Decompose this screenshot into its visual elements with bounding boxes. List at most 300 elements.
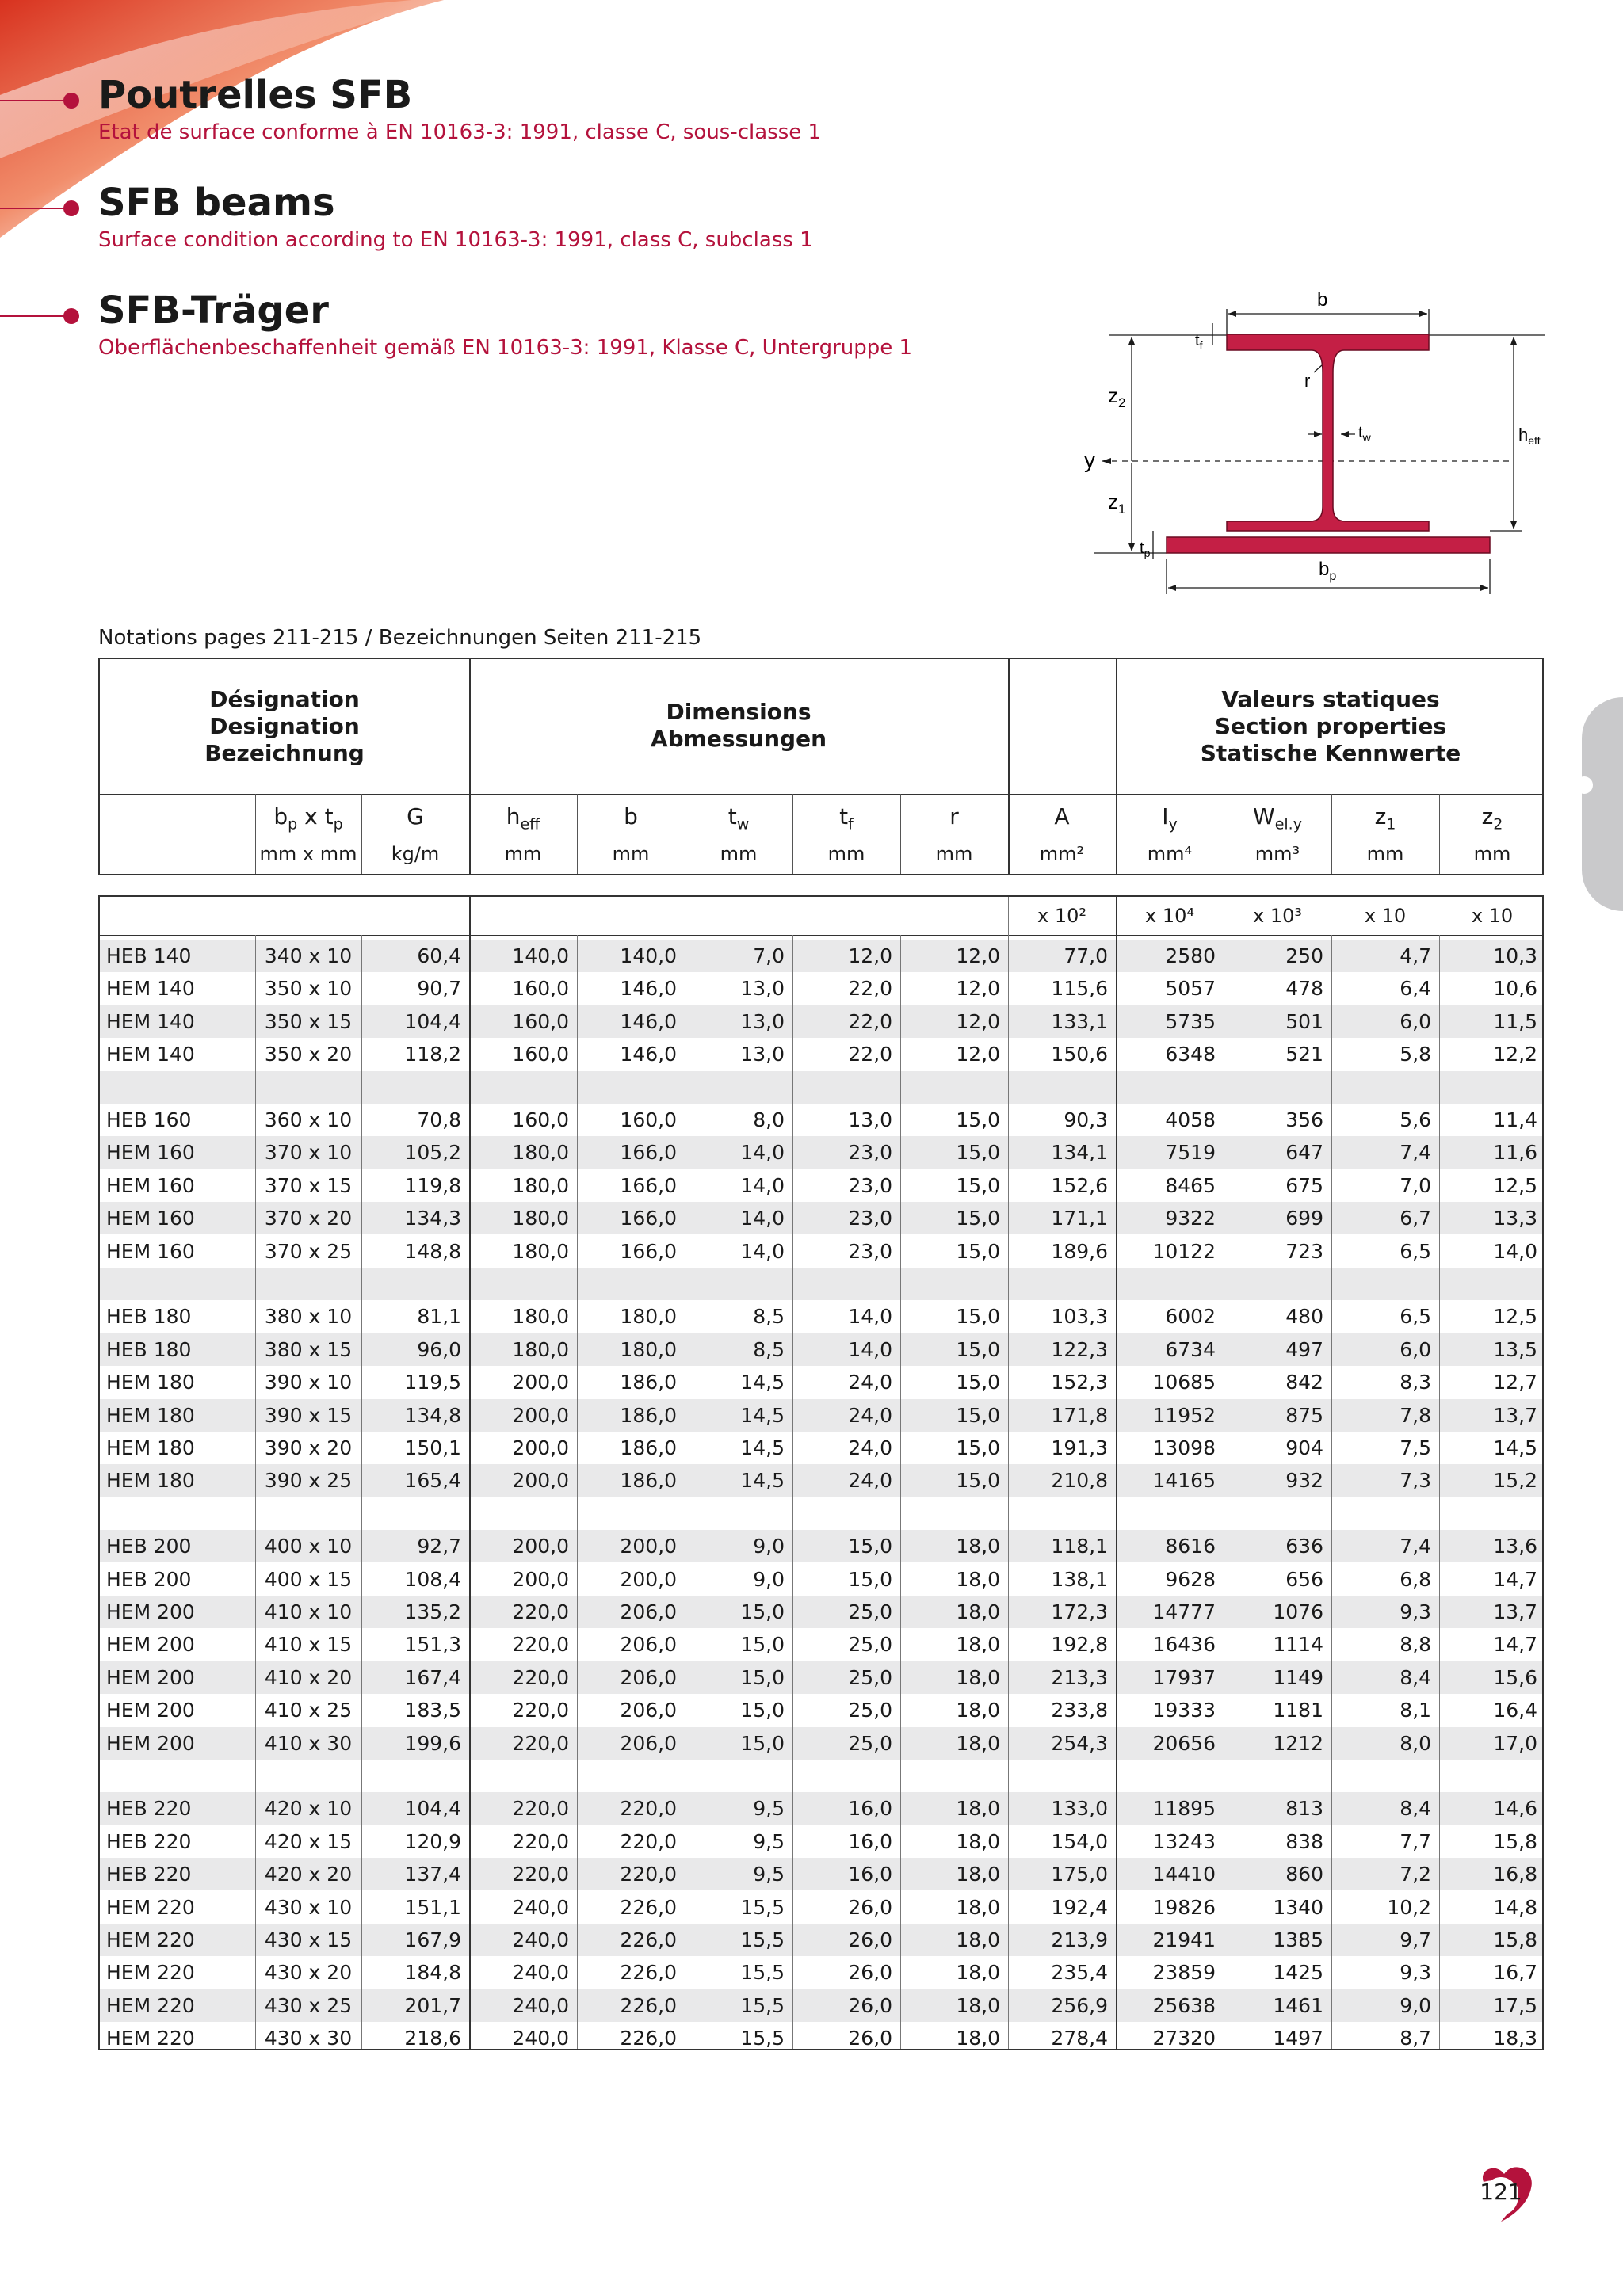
spacer-row: [100, 1071, 1542, 1104]
table-cell: 14410: [1152, 1863, 1216, 1886]
table-cell: 146,0: [620, 1043, 677, 1066]
table-cell: 6734: [1165, 1337, 1216, 1361]
table-cell: 200,0: [512, 1535, 569, 1558]
heading-line: [0, 100, 68, 101]
section-designation: HEB 160: [106, 1108, 192, 1131]
table-cell: 220,0: [512, 1699, 569, 1722]
column-unit: mm: [612, 843, 650, 865]
designation-en: Designation: [209, 713, 360, 739]
table-cell: 189,6: [1051, 1239, 1108, 1263]
table-cell: 220,0: [512, 1731, 569, 1755]
section-designation: HEM 140: [106, 977, 195, 1001]
table-cell: 191,3: [1051, 1436, 1108, 1459]
table-cell: 8,4: [1400, 1797, 1431, 1821]
table-cell: 10,2: [1387, 1895, 1431, 1919]
table-cell: 9,7: [1400, 1928, 1431, 1951]
group-dimensions: [469, 699, 1008, 753]
table-cell: 11952: [1152, 1403, 1216, 1427]
table-cell: 9,3: [1400, 1600, 1431, 1623]
table-cell: 133,1: [1051, 1009, 1108, 1033]
section-designation: HEM 200: [106, 1665, 195, 1689]
table-cell: 199,6: [404, 1731, 461, 1755]
table-cell: 240,0: [512, 1928, 569, 1951]
table-cell: 14,5: [1493, 1436, 1537, 1459]
table-cell: 154,0: [1051, 1829, 1108, 1853]
section-designation: HEM 200: [106, 1699, 195, 1722]
table-row: [100, 1333, 1542, 1366]
table-cell: 220,0: [512, 1829, 569, 1853]
table-cell: 13,0: [848, 1108, 892, 1131]
table-cell: 171,8: [1051, 1403, 1108, 1427]
table-cell: 15,0: [740, 1699, 785, 1722]
page-number: 121: [1480, 2179, 1522, 2205]
table-cell: 192,8: [1051, 1633, 1108, 1657]
table-cell: 138,1: [1051, 1567, 1108, 1591]
table-row: [100, 1891, 1542, 1924]
table-cell: 15,0: [956, 1403, 1000, 1427]
table-cell: 14165: [1152, 1469, 1216, 1493]
table-cell: 103,3: [1051, 1305, 1108, 1329]
table-cell: 9,5: [753, 1829, 785, 1853]
table-cell: 25,0: [848, 1699, 892, 1722]
table-cell: 656: [1285, 1567, 1323, 1591]
table-cell: 13,6: [1493, 1535, 1537, 1558]
table-cell: 15,0: [956, 1337, 1000, 1361]
table-cell: 146,0: [620, 1009, 677, 1033]
table-cell: 200,0: [620, 1567, 677, 1591]
beam-cross-section-diagram: [1078, 285, 1553, 602]
table-cell: 9,0: [1400, 1993, 1431, 2017]
heading-line: [0, 208, 68, 209]
table-cell: 200,0: [512, 1403, 569, 1427]
column-symbol: G: [407, 803, 424, 830]
header-column-divider: [1116, 659, 1117, 874]
table-cell: 122,3: [1051, 1337, 1108, 1361]
table-cell: 166,0: [620, 1207, 677, 1230]
table-cell: 192,4: [1051, 1895, 1108, 1919]
table-cell: 370 x 20: [264, 1207, 353, 1230]
table-cell: 350 x 15: [264, 1009, 353, 1033]
table-row: [100, 1530, 1542, 1562]
table-cell: 151,1: [404, 1895, 461, 1919]
table-cell: 6002: [1165, 1305, 1216, 1329]
table-cell: 18,0: [956, 1633, 1000, 1657]
table-cell: 186,0: [620, 1436, 677, 1459]
table-cell: 14,5: [740, 1469, 785, 1493]
table-cell: 14,5: [740, 1436, 785, 1459]
table-cell: 119,8: [404, 1173, 461, 1197]
table-cell: 7,3: [1400, 1469, 1431, 1493]
table-cell: 180,0: [512, 1337, 569, 1361]
label-r: r: [1304, 371, 1311, 391]
table-cell: 26,0: [848, 1993, 892, 2017]
table-cell: 167,9: [404, 1928, 461, 1951]
table-cell: 16,8: [1493, 1863, 1537, 1886]
label-heff: $h_{eff}$: [1518, 425, 1541, 447]
table-cell: 390 x 10: [264, 1371, 353, 1394]
table-cell: 521: [1285, 1043, 1323, 1066]
table-cell: 9628: [1165, 1567, 1216, 1591]
column-divider: [1439, 935, 1440, 2049]
section-designation: HEB 220: [106, 1797, 192, 1821]
column-unit: mm²: [1039, 843, 1085, 865]
table-cell: 8,7: [1400, 2027, 1431, 2050]
table-cell: 167,4: [404, 1665, 461, 1689]
table-cell: 254,3: [1051, 1731, 1108, 1755]
table-cell: 9,0: [753, 1535, 785, 1558]
heading-bullet: [63, 93, 79, 109]
table-cell: 200,0: [512, 1371, 569, 1394]
table-cell: 186,0: [620, 1403, 677, 1427]
table-cell: 430 x 30: [264, 2027, 353, 2050]
table-cell: 8,0: [753, 1108, 785, 1131]
section-designation: HEM 180: [106, 1403, 195, 1427]
page-edge-tab: [1582, 697, 1623, 911]
heading-bullet: [63, 200, 79, 216]
table-cell: 26,0: [848, 1895, 892, 1919]
table-cell: 16,0: [848, 1829, 892, 1853]
table-cell: 1425: [1273, 1961, 1323, 1985]
table-cell: 18,0: [956, 1797, 1000, 1821]
column-divider: [1008, 897, 1009, 2049]
table-cell: 134,8: [404, 1403, 461, 1427]
table-cell: 104,4: [404, 1009, 461, 1033]
table-cell: 22,0: [848, 1043, 892, 1066]
table-cell: 213,3: [1051, 1665, 1108, 1689]
table-row: [100, 1596, 1542, 1628]
section-designation: HEM 140: [106, 1043, 195, 1066]
multiplier-cell: x 10³: [1253, 905, 1302, 927]
table-row: [100, 1989, 1542, 2022]
section-designation: HEM 200: [106, 1600, 195, 1623]
spacer-row: [100, 1497, 1542, 1530]
table-cell: 13,3: [1493, 1207, 1537, 1230]
table-cell: 12,2: [1493, 1043, 1537, 1066]
table-cell: 18,0: [956, 1600, 1000, 1623]
designation-de: Bezeichnung: [204, 740, 365, 766]
table-cell: 23,0: [848, 1239, 892, 1263]
table-cell: 12,0: [956, 977, 1000, 1001]
table-cell: 15,0: [740, 1600, 785, 1623]
table-cell: 4,7: [1400, 944, 1431, 967]
table-cell: 13,7: [1493, 1600, 1537, 1623]
table-cell: 15,8: [1493, 1928, 1537, 1951]
table-cell: 5,6: [1400, 1108, 1431, 1131]
dimensions-fr: Dimensions: [666, 699, 812, 725]
table-cell: 18,0: [956, 1928, 1000, 1951]
table-cell: 16436: [1152, 1633, 1216, 1657]
table-cell: 220,0: [620, 1863, 677, 1886]
table-cell: 235,4: [1051, 1961, 1108, 1985]
table-cell: 17,0: [1493, 1731, 1537, 1755]
table-cell: 96,0: [417, 1337, 461, 1361]
table-row: [100, 1563, 1542, 1596]
table-cell: 200,0: [512, 1469, 569, 1493]
table-cell: 904: [1285, 1436, 1323, 1459]
table-cell: 25,0: [848, 1665, 892, 1689]
column-divider: [469, 897, 471, 2049]
table-cell: 206,0: [620, 1699, 677, 1722]
table-cell: 240,0: [512, 1895, 569, 1919]
table-row: [100, 2022, 1542, 2054]
table-cell: 380 x 10: [264, 1305, 353, 1329]
table-cell: 15,0: [956, 1173, 1000, 1197]
table-cell: 183,5: [404, 1699, 461, 1722]
table-cell: 16,0: [848, 1797, 892, 1821]
table-cell: 140,0: [512, 944, 569, 967]
table-cell: 134,3: [404, 1207, 461, 1230]
table-cell: 478: [1285, 977, 1323, 1001]
table-cell: 152,6: [1051, 1173, 1108, 1197]
table-cell: 1212: [1273, 1731, 1323, 1755]
section-designation: HEB 220: [106, 1829, 192, 1853]
table-cell: 14777: [1152, 1600, 1216, 1623]
label-z1: $z_1$: [1108, 490, 1126, 517]
table-row: [100, 1694, 1542, 1726]
table-cell: 165,4: [404, 1469, 461, 1493]
table-cell: 12,0: [848, 944, 892, 967]
table-cell: 356: [1285, 1108, 1323, 1131]
table-cell: 90,7: [417, 977, 461, 1001]
table-cell: 14,0: [740, 1207, 785, 1230]
table-cell: 8616: [1165, 1535, 1216, 1558]
table-cell: 200,0: [512, 1567, 569, 1591]
table-cell: 23,0: [848, 1141, 892, 1165]
table-cell: 60,4: [417, 944, 461, 967]
table-cell: 14,0: [848, 1305, 892, 1329]
table-cell: 13,0: [740, 1009, 785, 1033]
table-cell: 118,1: [1051, 1535, 1108, 1558]
table-cell: 9,5: [753, 1863, 785, 1886]
table-cell: 340 x 10: [264, 944, 353, 967]
table-cell: 146,0: [620, 977, 677, 1001]
table-row: [100, 940, 1542, 972]
table-cell: 420 x 20: [264, 1863, 353, 1886]
table-cell: 8,3: [1400, 1371, 1431, 1394]
table-cell: 240,0: [512, 1961, 569, 1985]
table-cell: 10,3: [1493, 944, 1537, 967]
table-cell: 180,0: [512, 1239, 569, 1263]
table-cell: 1461: [1273, 1993, 1323, 2017]
table-cell: 18,3: [1493, 2027, 1537, 2050]
table-cell: 25638: [1152, 1993, 1216, 2017]
table-cell: 842: [1285, 1371, 1323, 1394]
table-cell: 18,0: [956, 1731, 1000, 1755]
table-cell: 20656: [1152, 1731, 1216, 1755]
table-cell: 350 x 20: [264, 1043, 353, 1066]
table-cell: 6,5: [1400, 1305, 1431, 1329]
static-en: Section properties: [1214, 713, 1447, 739]
table-cell: 813: [1285, 1797, 1323, 1821]
header-column-divider: [1008, 659, 1010, 874]
table-cell: 390 x 25: [264, 1469, 353, 1493]
table-row: [100, 1366, 1542, 1398]
label-bp: $b_p$: [1319, 559, 1337, 583]
table-cell: 14,5: [740, 1403, 785, 1427]
table-cell: 135,2: [404, 1600, 461, 1623]
table-cell: 24,0: [848, 1371, 892, 1394]
data-table: [98, 895, 1544, 2050]
column-unit: mm: [935, 843, 973, 865]
table-cell: 7,0: [753, 944, 785, 967]
table-cell: 13243: [1152, 1829, 1216, 1853]
table-cell: 350 x 10: [264, 977, 353, 1001]
table-cell: 18,0: [956, 1993, 1000, 2017]
table-row: [100, 1825, 1542, 1858]
table-cell: 14,0: [848, 1337, 892, 1361]
table-cell: 151,3: [404, 1633, 461, 1657]
table-cell: 1114: [1273, 1633, 1323, 1657]
table-cell: 420 x 15: [264, 1829, 353, 1853]
label-y: y: [1084, 448, 1095, 472]
heading-subtitle: Etat de surface conforme à EN 10163-3: 1991, classe C, sous-classe 1: [98, 120, 822, 144]
table-cell: 1340: [1273, 1895, 1323, 1919]
table-cell: 220,0: [512, 1797, 569, 1821]
table-row: [100, 1005, 1542, 1038]
table-cell: 180,0: [512, 1141, 569, 1165]
section-designation: HEM 160: [106, 1141, 195, 1165]
table-cell: 7,7: [1400, 1829, 1431, 1853]
section-designation: HEM 220: [106, 1961, 195, 1985]
table-row: [100, 1432, 1542, 1464]
table-cell: 118,2: [404, 1043, 461, 1066]
table-cell: 23859: [1152, 1961, 1216, 1985]
table-cell: 15,0: [740, 1731, 785, 1755]
table-cell: 410 x 30: [264, 1731, 353, 1755]
table-cell: 206,0: [620, 1600, 677, 1623]
table-cell: 14,7: [1493, 1633, 1537, 1657]
table-cell: 92,7: [417, 1535, 461, 1558]
table-cell: 240,0: [512, 2027, 569, 2050]
table-row: [100, 1399, 1542, 1432]
table-cell: 25,0: [848, 1731, 892, 1755]
table-cell: 278,4: [1051, 2027, 1108, 2050]
table-cell: 7,4: [1400, 1535, 1431, 1558]
table-cell: 7,0: [1400, 1173, 1431, 1197]
table-cell: 7,2: [1400, 1863, 1431, 1886]
table-row: [100, 1628, 1542, 1661]
table-cell: 9,5: [753, 1797, 785, 1821]
table-cell: 152,3: [1051, 1371, 1108, 1394]
table-cell: 16,4: [1493, 1699, 1537, 1722]
table-cell: 15,8: [1493, 1829, 1537, 1853]
table-cell: 15,5: [740, 1895, 785, 1919]
table-cell: 15,0: [956, 1371, 1000, 1394]
section-designation: HEB 200: [106, 1567, 192, 1591]
table-cell: 8,0: [1400, 1731, 1431, 1755]
column-unit: mm: [1366, 843, 1404, 865]
section-designation: HEM 220: [106, 1928, 195, 1951]
table-cell: 220,0: [620, 1829, 677, 1853]
heading-subtitle: Oberflächenbeschaffenheit gemäß EN 10163-3: 1991, Klasse C, Untergruppe 1: [98, 336, 913, 360]
table-cell: 18,0: [956, 1665, 1000, 1689]
table-cell: 23,0: [848, 1207, 892, 1230]
static-fr: Valeurs statiques: [1221, 686, 1440, 712]
section-designation: HEM 220: [106, 1993, 195, 2017]
table-cell: 430 x 20: [264, 1961, 353, 1985]
table-cell: 9,0: [753, 1567, 785, 1591]
table-cell: 13,0: [740, 1043, 785, 1066]
table-cell: 172,3: [1051, 1600, 1108, 1623]
table-cell: 220,0: [620, 1797, 677, 1821]
table-cell: 9322: [1165, 1207, 1216, 1230]
table-cell: 226,0: [620, 1895, 677, 1919]
table-cell: 410 x 15: [264, 1633, 353, 1657]
heading-line: [0, 315, 68, 317]
dimensions-de: Abmessungen: [650, 726, 827, 752]
table-cell: 12,7: [1493, 1371, 1537, 1394]
table-cell: 400 x 15: [264, 1567, 353, 1591]
table-cell: 430 x 25: [264, 1993, 353, 2017]
table-cell: 15,5: [740, 1993, 785, 2017]
table-cell: 15,5: [740, 1928, 785, 1951]
table-cell: 19826: [1152, 1895, 1216, 1919]
column-symbol: $t_w$: [727, 803, 750, 833]
section-designation: HEM 200: [106, 1633, 195, 1657]
table-cell: 875: [1285, 1403, 1323, 1427]
column-divider: [900, 935, 901, 2049]
table-cell: 25,0: [848, 1600, 892, 1623]
section-designation: HEM 180: [106, 1469, 195, 1493]
table-cell: 15,0: [956, 1239, 1000, 1263]
table-row: [100, 1956, 1542, 1989]
table-cell: 12,5: [1493, 1305, 1537, 1329]
table-row: [100, 1104, 1542, 1136]
table-cell: 180,0: [512, 1305, 569, 1329]
table-cell: 15,0: [956, 1469, 1000, 1493]
table-cell: 15,6: [1493, 1665, 1537, 1689]
table-cell: 410 x 25: [264, 1699, 353, 1722]
table-cell: 699: [1285, 1207, 1323, 1230]
table-cell: 201,7: [404, 1993, 461, 2017]
table-cell: 10,6: [1493, 977, 1537, 1001]
table-cell: 206,0: [620, 1633, 677, 1657]
column-divider: [1116, 897, 1117, 2049]
table-cell: 160,0: [512, 977, 569, 1001]
spacer-row: [100, 1760, 1542, 1792]
table-cell: 13098: [1152, 1436, 1216, 1459]
table-cell: 14,6: [1493, 1797, 1537, 1821]
table-cell: 8,4: [1400, 1665, 1431, 1689]
column-unit: mm³: [1254, 843, 1300, 865]
table-cell: 14,8: [1493, 1895, 1537, 1919]
table-cell: 180,0: [512, 1207, 569, 1230]
table-cell: 233,8: [1051, 1699, 1108, 1722]
table-cell: 1076: [1273, 1600, 1323, 1623]
table-cell: 14,0: [1493, 1239, 1537, 1263]
table-cell: 15,0: [956, 1141, 1000, 1165]
table-cell: 647: [1285, 1141, 1323, 1165]
heading-title: Poutrelles SFB: [98, 73, 413, 117]
table-cell: 430 x 15: [264, 1928, 353, 1951]
column-symbol: b: [624, 803, 638, 830]
table-cell: 104,4: [404, 1797, 461, 1821]
table-cell: 6,7: [1400, 1207, 1431, 1230]
section-designation: HEM 160: [106, 1173, 195, 1197]
table-cell: 24,0: [848, 1436, 892, 1459]
column-symbol: $b_p$ x $t_p$: [273, 803, 343, 833]
table-row: [100, 1858, 1542, 1890]
table-cell: 90,3: [1064, 1108, 1108, 1131]
spacer-row: [100, 1268, 1542, 1300]
table-cell: 200,0: [512, 1436, 569, 1459]
table-cell: 21941: [1152, 1928, 1216, 1951]
table-cell: 5057: [1165, 977, 1216, 1001]
table-cell: 838: [1285, 1829, 1323, 1853]
section-designation: HEM 220: [106, 1895, 195, 1919]
table-cell: 723: [1285, 1239, 1323, 1263]
multiplier-cell: x 10²: [1037, 905, 1086, 927]
